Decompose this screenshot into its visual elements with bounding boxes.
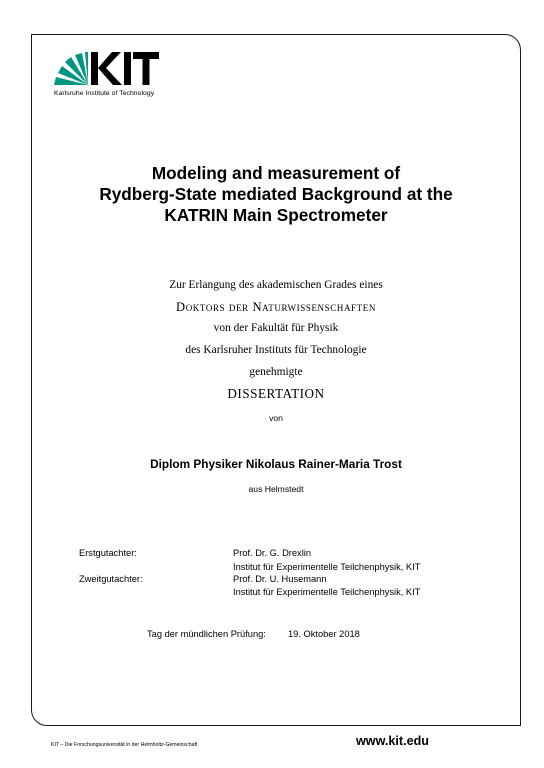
exam-date-label: Tag der mündlichen Prüfung: xyxy=(147,629,266,639)
dissertation-label: DISSERTATION xyxy=(227,386,325,401)
exam-date: 19. Oktober 2018 xyxy=(288,629,360,639)
footer-url: www.kit.edu xyxy=(356,734,430,748)
degree-name: Doktors der Naturwissenschaften xyxy=(176,300,376,314)
footer-tagline: KIT – Die Forschungsuniversität in der Helmholtz-Gemeinschaft xyxy=(51,742,198,748)
first-reviewer-institute: Institut für Experimentelle Teilchenphysik, KIT xyxy=(233,562,421,572)
author-origin: aus Helmstedt xyxy=(248,484,304,494)
institute-line: des Karlsruher Instituts für Technologie xyxy=(185,344,367,356)
title-line: KATRIN Main Spectrometer xyxy=(164,205,388,225)
second-reviewer-label: Zweitgutachter: xyxy=(79,574,143,584)
first-reviewer-name: Prof. Dr. G. Drexlin xyxy=(233,548,312,558)
title-line: Modeling and measurement of xyxy=(151,163,401,183)
first-reviewer-label: Erstgutachter: xyxy=(79,548,137,558)
kit-logo-graphic xyxy=(54,49,164,91)
second-reviewer-name: Prof. Dr. U. Husemann xyxy=(233,574,327,584)
page-frame xyxy=(31,34,521,726)
thesis-title xyxy=(31,163,521,226)
logo-subtitle: Karlsruhe Institute of Technology xyxy=(54,90,155,97)
by-label: von xyxy=(269,413,283,423)
second-reviewer-institute: Institut für Experimentelle Teilchenphysik, KIT xyxy=(233,587,421,597)
faculty-line: von der Fakultät für Physik xyxy=(213,322,339,334)
author-name: Diplom Physiker Nikolaus Rainer-Maria Trost xyxy=(150,457,402,471)
approved-line: genehmigte xyxy=(249,366,303,378)
title-line: Rydberg-State mediated Background at the xyxy=(99,184,453,204)
degree-intro: Zur Erlangung des akademischen Grades eines xyxy=(169,279,383,291)
